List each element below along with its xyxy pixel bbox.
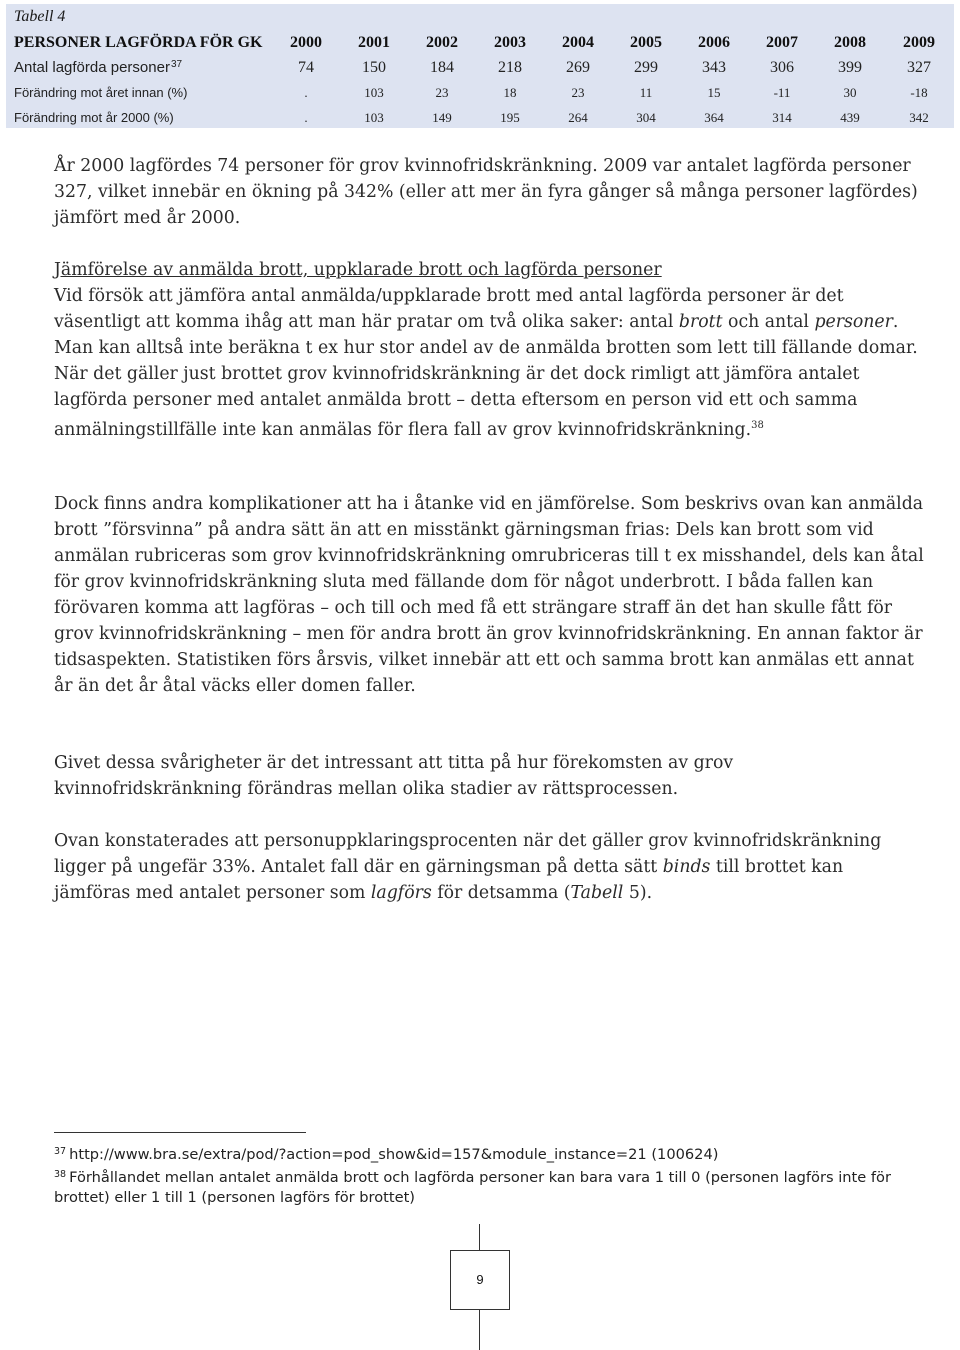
footnote-ref: 37 bbox=[170, 59, 183, 70]
table-cell: 269 bbox=[566, 58, 590, 76]
text-run: och antal bbox=[722, 312, 815, 332]
footnote bbox=[54, 1165, 934, 1208]
table-cell: 150 bbox=[362, 58, 386, 76]
statistics-table bbox=[6, 30, 954, 130]
table-cell: 103 bbox=[364, 109, 384, 125]
section-comparison bbox=[54, 257, 924, 443]
table-cell: 342 bbox=[909, 109, 929, 125]
text-run: för detsamma ( bbox=[431, 883, 571, 903]
year-header: 2000 bbox=[290, 33, 322, 51]
year-header: 2006 bbox=[698, 33, 730, 51]
table-cell: 364 bbox=[704, 109, 724, 125]
table-cell: -18 bbox=[910, 84, 928, 100]
footnote-number: 38 bbox=[54, 1169, 67, 1180]
footnote-link-text[interactable]: http://www.bra.se/extra/pod/?action=pod_show&id=157&module_instance=21 (100624) bbox=[69, 1146, 719, 1163]
table-cell: 195 bbox=[500, 109, 520, 125]
table-cell: 218 bbox=[498, 58, 522, 76]
table-cell: . bbox=[304, 84, 308, 100]
table-cell: 74 bbox=[298, 58, 314, 76]
table-cell: 299 bbox=[634, 58, 658, 76]
table-cell: 30 bbox=[843, 84, 857, 100]
emphasis-text: lagförs bbox=[370, 883, 432, 903]
table-cell: 18 bbox=[503, 84, 517, 100]
year-header: 2008 bbox=[834, 33, 866, 51]
year-header: 2001 bbox=[358, 33, 390, 51]
text-run: Vid försök att jämföra antal anmälda/uppklarade brott med antal lagförda personer är det väsentligt att komma ihåg att man här pratar om två olika saker: antal bbox=[54, 286, 844, 332]
year-header: 2003 bbox=[494, 33, 526, 51]
emphasis-text: brott bbox=[678, 312, 723, 332]
table-cell: 184 bbox=[430, 58, 454, 76]
table-cell: 149 bbox=[432, 109, 452, 125]
page-number-line-top bbox=[479, 1224, 480, 1250]
footnote bbox=[54, 1142, 934, 1165]
text-run: . Man kan alltså inte beräkna t ex hur stor andel av de anmälda brotten som lett till fällande domar. När det gäller just brottet grov kvinnofridskränkning är det dock rimligt att jämföra antalet lagförda personer med antalet anmälda brott – detta eftersom en person vid ett och samma anmälningstillfälle inte kan anmälas för flera fall av grov kvinnofridskränkning. bbox=[54, 312, 918, 440]
row-label: Förändring mot året innan (%) bbox=[14, 85, 188, 100]
row-label-text: Antal lagförda personer bbox=[14, 59, 170, 76]
table-cell: 23 bbox=[571, 84, 585, 100]
table-cell: 343 bbox=[702, 58, 726, 76]
footnote-number: 37 bbox=[54, 1146, 67, 1157]
paragraph-text: Givet dessa svårigheter är det intressant att titta på hur förekomsten av grov kvinnofridskränkning förändras mellan olika stadier av rättsprocessen. bbox=[54, 753, 734, 799]
paragraph-text bbox=[54, 283, 924, 443]
emphasis-text: personer bbox=[814, 312, 893, 332]
year-header: 2004 bbox=[562, 33, 594, 51]
table-cell: 23 bbox=[435, 84, 449, 100]
paragraph-complications bbox=[54, 491, 924, 699]
table-cell: 11 bbox=[639, 84, 653, 100]
paragraph-difficulties bbox=[54, 750, 924, 802]
table-cell: 399 bbox=[838, 58, 862, 76]
table-header-row bbox=[6, 30, 954, 55]
table-caption: Tabell 4 bbox=[14, 8, 66, 25]
table-cell: 314 bbox=[772, 109, 792, 125]
paragraph-text: År 2000 lagfördes 74 personer för grov kvinnofridskränkning. 2009 var antalet lagförda personer 327, vilket innebär en ökning på 342% (eller att mer än fyra gånger så många personer lagfördes) jämfört med år 2000. bbox=[54, 156, 918, 228]
row-label bbox=[6, 55, 272, 80]
year-header: 2002 bbox=[426, 33, 458, 51]
table-cell: 327 bbox=[907, 58, 931, 76]
page-number: 9 bbox=[450, 1250, 510, 1310]
table-cell: 264 bbox=[568, 109, 588, 125]
text-run: 5). bbox=[623, 883, 653, 903]
text-run: Ovan konstaterades att personuppklaringsprocenten när det gäller grov kvinnofridskränkning ligger på ungefär 33%. Antalet fall där en gärningsman på detta sätt bbox=[54, 831, 882, 877]
table-cell: -11 bbox=[773, 84, 791, 100]
emphasis-text: binds bbox=[662, 857, 711, 877]
year-header: 2005 bbox=[630, 33, 662, 51]
table-cell: 439 bbox=[840, 109, 860, 125]
paragraph-text bbox=[54, 828, 924, 906]
section-heading: Jämförelse av anmälda brott, uppklarade brott och lagförda personer bbox=[54, 260, 662, 280]
footnote-text: Förhållandet mellan antalet anmälda brott och lagförda personer kan bara vara 1 till 0 (personen lagförs inte för brottet) eller 1 till 1 (personen lagförs för brottet) bbox=[54, 1169, 891, 1206]
table-cell: 304 bbox=[636, 109, 656, 125]
table-cell: 103 bbox=[364, 84, 384, 100]
table-cell: . bbox=[304, 109, 308, 125]
paragraph-text: Dock finns andra komplikationer att ha i åtanke vid en jämförelse. Som beskrivs ovan kan anmälda brott ”försvinna” på andra sätt än att en misstänkt gärningsman frias: Dels kan brott som vid anmälan rubriceras som grov kvinnofridskränkning omrubriceras till t ex misshandel, dels kan åtal för grov kvinnofridskränkning sluta med fällande dom för något underbrott. I båda fallen kan förövaren komma att lagföras – och till och med få ett strängare straff än det han skulle fått för grov kvinnofridskränkning – men för andra brott än grov kvinnofridskränkning. En annan faktor är tidsaspekten. Statistiken förs årsvis, vilket innebär att ett och samma brott kan anmälas ett annat år än det år åtal väcks eller domen faller. bbox=[54, 494, 924, 696]
year-header: 2009 bbox=[903, 33, 935, 51]
table-row bbox=[6, 105, 954, 130]
footnote-divider bbox=[54, 1132, 306, 1133]
footnotes bbox=[54, 1142, 934, 1208]
emphasis-text: Tabell bbox=[570, 883, 624, 903]
table-row bbox=[6, 55, 954, 80]
row-label: Förändring mot år 2000 (%) bbox=[14, 110, 174, 125]
paragraph-summary bbox=[54, 153, 924, 231]
year-header: 2007 bbox=[766, 33, 798, 51]
page-number-line-bottom bbox=[479, 1310, 480, 1350]
table-cell: 306 bbox=[770, 58, 794, 76]
table-cell: 15 bbox=[707, 84, 721, 100]
text-run: till brottet kan jämföras med antalet personer som bbox=[54, 857, 844, 903]
paragraph-clearance-rate bbox=[54, 828, 924, 906]
table-header-label: PERSONER LAGFÖRDA FÖR GK bbox=[14, 33, 263, 51]
footnote-ref: 38 bbox=[751, 420, 764, 431]
table-row bbox=[6, 80, 954, 105]
